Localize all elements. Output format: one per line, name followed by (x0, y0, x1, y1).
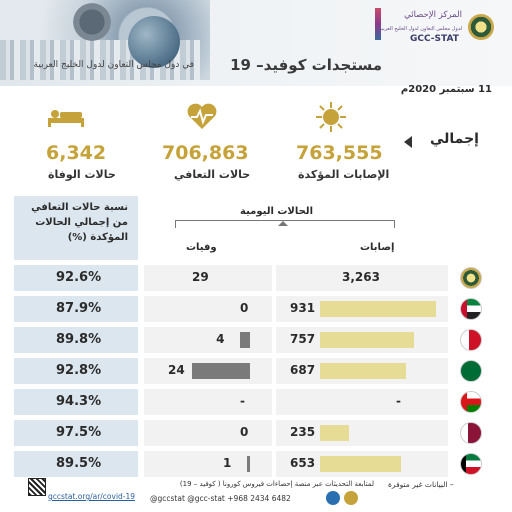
deaths-cell (144, 265, 272, 291)
table-row (14, 265, 488, 291)
rate-cell (14, 327, 138, 353)
recovery-rate-header: نسبة حالات التعافي من إجمالي الحالات المؤكدة (%) (14, 196, 138, 260)
cases-cell (276, 389, 448, 415)
gcc-emblem-icon (468, 14, 494, 40)
arrow-left-icon (404, 136, 412, 148)
deaths-value: 24 (168, 363, 185, 377)
cases-value: 757 (290, 332, 316, 346)
bahrain-flag-icon (460, 329, 482, 351)
oman-flag-icon (460, 391, 482, 413)
cases-bar (320, 456, 401, 472)
table-row (14, 389, 488, 415)
deaths-bar (192, 363, 250, 379)
total-deaths-label: حالات الوفاة (48, 168, 116, 181)
deaths-value: 29 (192, 270, 209, 284)
recovery-rate-value: 89.8% (56, 332, 102, 347)
total-cases-label: الإصابات المؤكدة (298, 168, 390, 181)
deaths-cell (144, 389, 272, 415)
deaths-bar (240, 332, 250, 348)
deaths-value: 1 (223, 456, 232, 470)
table-row (14, 451, 488, 477)
heartbeat-icon (186, 102, 218, 130)
cases-cell (276, 265, 448, 291)
rate-cell (14, 451, 138, 477)
deaths-cell (144, 296, 272, 322)
cases-value: 235 (290, 425, 316, 439)
virus-icon (314, 100, 348, 134)
recovery-rate-value: 92.6% (56, 270, 102, 285)
uae-flag-icon (460, 298, 482, 320)
total-deaths-value: 6,342 (46, 142, 107, 164)
footer-url-link[interactable]: gccstat.org/ar/covid-19 (48, 492, 136, 501)
cases-value: 931 (290, 301, 316, 315)
caret-up-icon (278, 221, 288, 226)
rate-cell (14, 358, 138, 384)
cases-cell (276, 451, 448, 477)
recovery-rate-value: 87.9% (56, 301, 102, 316)
recovery-rate-value: 92.8% (56, 363, 102, 378)
deaths-value: 0 (240, 425, 249, 439)
footer-logos (326, 490, 370, 506)
daily-cases-header: الحالات اليومية (240, 206, 313, 217)
qr-code-icon (28, 478, 46, 496)
cases-bar (320, 363, 406, 379)
cases-cell (276, 327, 448, 353)
total-cases-value: 763,555 (296, 142, 383, 164)
cases-bar (320, 332, 414, 348)
total-label: إجمالي (430, 131, 479, 147)
deaths-cell (144, 327, 272, 353)
total-recovered-value: 706,863 (162, 142, 249, 164)
deaths-value: 0 (240, 301, 249, 315)
org-short-name: GCC-STAT (410, 34, 459, 44)
cases-value: - (396, 394, 401, 408)
footer-follow-text: لمتابعة التحديثات عبر منصة إحصاءات فيروس كورونا ( كوفيد – 19) (179, 480, 374, 488)
gcc-emblem-icon (344, 491, 358, 505)
cases-bar (320, 301, 436, 317)
total-recovered-label: حالات التعافي (174, 168, 251, 181)
recovery-rate-value: 97.5% (56, 425, 102, 440)
deaths-cell (144, 358, 272, 384)
cases-value: 653 (290, 456, 316, 470)
rate-cell (14, 296, 138, 322)
deaths-column-header: وفيات (186, 242, 217, 253)
partner-logo-icon (326, 491, 340, 505)
recovery-rate-value: 89.5% (56, 456, 102, 471)
deaths-cell (144, 420, 272, 446)
saudi-flag-icon (460, 360, 482, 382)
footer-social-handles[interactable]: @gccstat @gcc-stat +968 2434 6482 (150, 494, 291, 503)
deaths-bar (247, 456, 250, 472)
rate-cell (14, 389, 138, 415)
cases-value: 3,263 (342, 270, 380, 284)
rate-cell (14, 265, 138, 291)
org-name: المركز الإحصائي (404, 10, 462, 20)
deaths-value: 4 (216, 332, 225, 346)
deaths-cell (144, 451, 272, 477)
qatar-flag-icon (460, 422, 482, 444)
page-title: مستجدات كوفيد– 19 (230, 56, 382, 74)
cases-cell (276, 358, 448, 384)
cases-cell (276, 296, 448, 322)
table-row (14, 327, 488, 353)
gcc-flag-icon (460, 267, 482, 289)
cases-cell (276, 420, 448, 446)
bed-icon (46, 104, 86, 128)
table-row (14, 420, 488, 446)
cases-column-header: إصابات (360, 242, 395, 253)
report-date: 11 سبتمبر 2020م (400, 84, 492, 95)
table-row (14, 358, 488, 384)
kuwait-flag-icon (460, 453, 482, 475)
deaths-value: - (240, 394, 245, 408)
footer-note: – البيانات غير متوفرة (388, 480, 454, 489)
table-row (14, 296, 488, 322)
recovery-rate-value: 94.3% (56, 394, 102, 409)
virus-illustration-icon (70, 0, 114, 44)
rate-cell (14, 420, 138, 446)
cases-value: 687 (290, 363, 316, 377)
cases-bar (320, 425, 349, 441)
org-subtitle: لدول مجلس التعاون لدول الخليج العربية (379, 26, 462, 32)
